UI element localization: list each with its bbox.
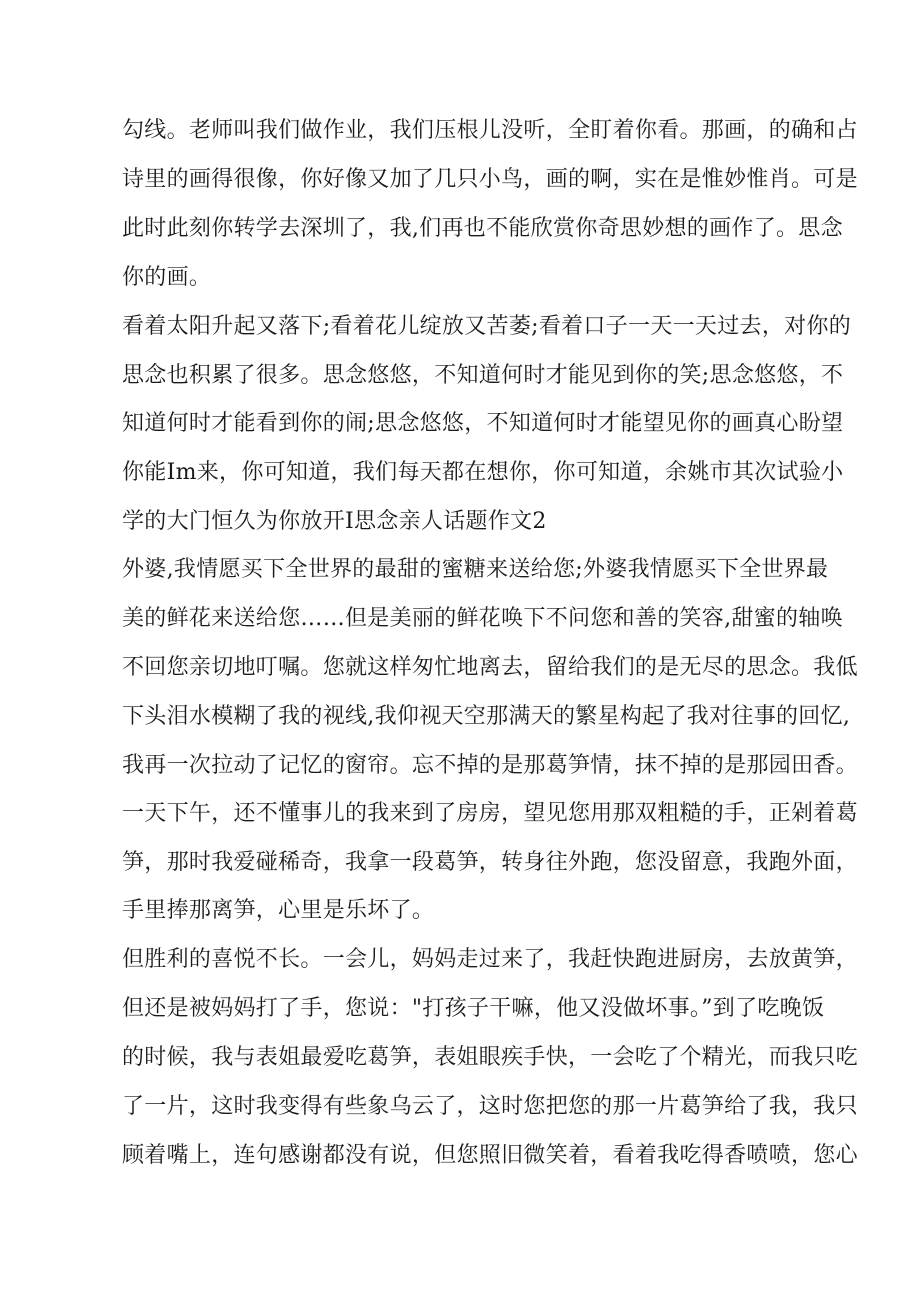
text-line: 不回您亲切地叮嘱。您就这样匆忙地离去，留给我们的是无尽的思念。我低: [122, 655, 858, 680]
text-line: 一天下午，还不懂事儿的我来到了房房，望见您用那双粗糙的手，正剁着葛: [122, 801, 858, 826]
text-line: 美的鲜花来送给您……但是美丽的鲜花唤下不问您和善的笑容,甜蜜的轴唤: [122, 606, 843, 631]
text-line: 笋，那时我爱碰稀奇，我拿一段葛笋，转身往外跑，您没留意，我跑外面，: [122, 850, 858, 875]
text-line: 手里捧那离笋，心里是乐坏了。: [122, 898, 435, 923]
text-line: 知道何时才能看到你的闹;思念悠悠，不知道何时才能望见你的画真心盼望: [122, 411, 844, 436]
text-line: 勾线。老师叫我们做作业，我们压根儿没听，全盯着你看。那画，的确和占: [122, 118, 858, 143]
text-line: 下头泪水模糊了我的视线,我仰视天空那满天的繁星构起了我对往事的回忆,: [122, 704, 851, 729]
text-line: 我再一次拉动了记忆的窗帘。忘不掉的是那葛笋情，抹不掉的是那园田香。: [122, 753, 858, 778]
text-line: 思念也积累了很多。思念悠悠，不知道何时才能见到你的笑;思念悠悠，不: [122, 363, 844, 388]
text-line: 你能Im来，你可知道，我们每天都在想你，你可知道，余姚市其次试验小: [122, 460, 844, 485]
text-line: 外婆,我情愿买下全世界的最甜的蜜糖来送给您;外婆我情愿买下全世界最: [122, 557, 829, 582]
text-line: 诗里的画得很像，你好像又加了几只小鸟，画的啊，实在是惟妙惟肖。可是: [122, 167, 858, 192]
text-line: 但还是被妈妈打了手，您说："打孩子干嘛，他又没做坏事。”到了吃晚饭: [122, 996, 825, 1021]
text-line: 顾着嘴上，连句感谢都没有说，但您照旧微笑着，看着我吃得香喷喷，您心: [122, 1143, 858, 1168]
text-line: 了一片，这时我变得有些象乌云了，这时您把您的那一片葛笋给了我，我只: [122, 1094, 858, 1119]
text-line: 的时候，我与表姐最爱吃葛笋，表姐眼疾手快，一会吃了个精光，而我只吃: [122, 1045, 858, 1070]
text-line: 此时此刻你转学去深圳了，我,们再也不能欣赏你奇思妙想的画作了。思念: [122, 216, 843, 241]
text-line: 学的大门恒久为你放开I思念亲人话题作文2: [122, 509, 547, 534]
text-line: 但胜利的喜悦不长。一会儿，妈妈走过来了，我赶快跑进厨房，去放黄笋，: [122, 947, 858, 972]
text-line: 看着太阳升起又落下;看着花儿绽放又苦萎;看着口子一天一天过去，对你的: [122, 314, 852, 339]
text-line: 你的画。: [122, 265, 212, 290]
